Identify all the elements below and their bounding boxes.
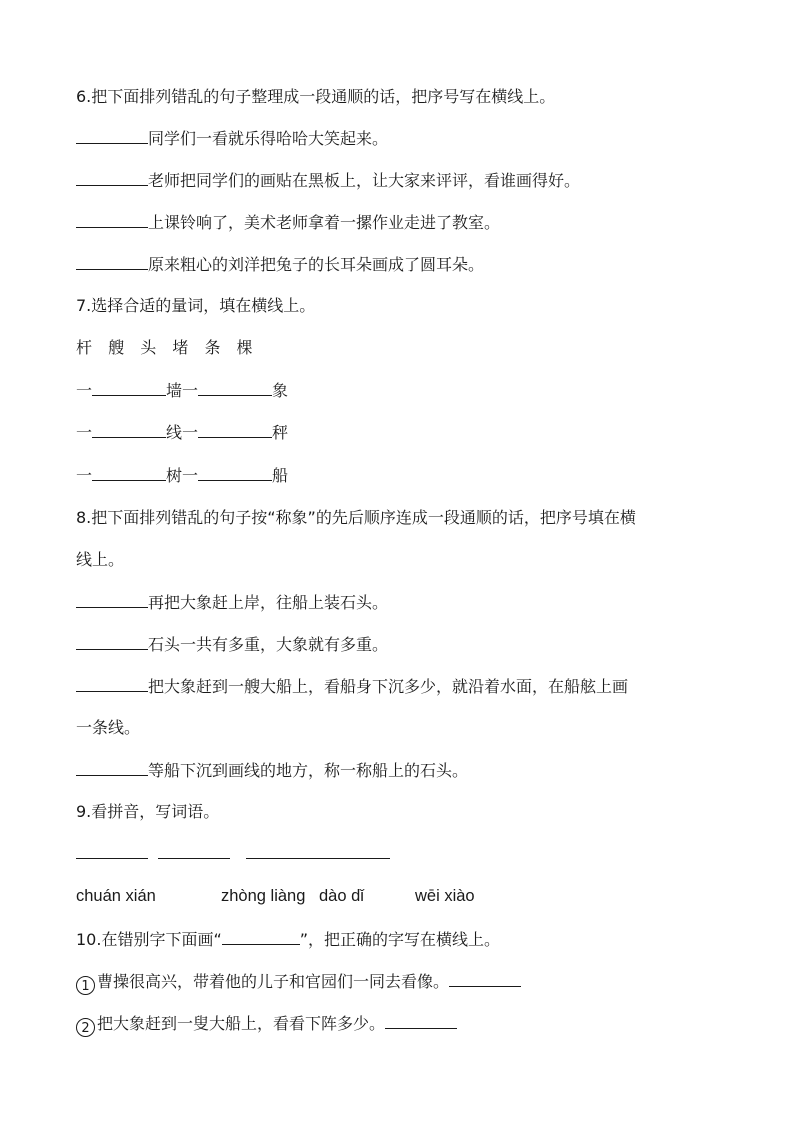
q6-item-3: 上课铃响了，美术老师拿着一摞作业走进了教室。 — [76, 211, 500, 234]
q6-title: 6.把下面排列错乱的句子整理成一段通顺的话，把序号写在横线上。 — [76, 87, 556, 106]
answer-blank[interactable] — [158, 842, 230, 859]
q7-row-2: 一 线一 秤 — [76, 423, 289, 442]
answer-blank[interactable] — [76, 253, 148, 270]
word-bank-item: 条 — [204, 338, 221, 357]
answer-blank[interactable] — [76, 169, 148, 186]
pinyin-item: zhòng liàng — [221, 887, 306, 905]
answer-blank[interactable] — [92, 379, 166, 396]
circled-number: 1 — [76, 976, 95, 995]
answer-blank[interactable] — [198, 421, 272, 438]
answer-blank[interactable] — [76, 759, 148, 776]
answer-blank[interactable] — [76, 675, 148, 692]
q10-item-2: 2 把大象赶到一叟大船上，看看下阵多少。 — [76, 1012, 457, 1037]
q7-word-bank — [76, 337, 264, 359]
answer-blank[interactable] — [76, 127, 148, 144]
q10-title: 10.在错别字下面画“ ”，把正确的字写在横线上。 — [76, 930, 501, 949]
q7-title: 7.选择合适的量词，填在横线上。 — [76, 296, 316, 315]
q8-item-3-cont: 一条线。 — [76, 718, 141, 737]
word-bank-item: 棵 — [236, 338, 253, 357]
q7-row-3: 一 树一 船 — [76, 466, 289, 485]
q8-item-4: 等船下沉到画线的地方，称一称船上的石头。 — [76, 759, 468, 782]
q6-item-2: 老师把同学们的画贴在黑板上，让大家来评评，看谁画得好。 — [76, 169, 580, 192]
q8-item-2: 石头一共有多重，大象就有多重。 — [76, 633, 388, 656]
word-bank-item: 头 — [140, 338, 157, 357]
q7-row-1: 一 墙一 象 — [76, 381, 289, 400]
answer-blank[interactable] — [198, 464, 272, 481]
word-bank-item: 杆 — [76, 338, 93, 357]
q9-answer-lines — [76, 842, 390, 865]
answer-blank[interactable] — [449, 970, 521, 987]
q8-title: 8.把下面排列错乱的句子按“称象”的先后顺序连成一段通顺的话，把序号填在横 — [76, 508, 636, 527]
answer-blank[interactable] — [198, 379, 272, 396]
circled-number: 2 — [76, 1018, 95, 1037]
q9-pinyin-row — [76, 885, 475, 907]
answer-blank[interactable] — [76, 211, 148, 228]
q8-title-cont: 线上。 — [76, 550, 125, 569]
q10-item-1: 1 曹操很高兴，带着他的儿子和官园们一同去看像。 — [76, 970, 521, 995]
word-bank-item: 堵 — [172, 338, 189, 357]
pinyin-item: dào dǐ — [319, 887, 364, 905]
q9-title: 9.看拼音，写词语。 — [76, 802, 220, 821]
answer-blank[interactable] — [76, 842, 148, 859]
answer-blank[interactable] — [318, 842, 390, 859]
underline-sample — [222, 928, 300, 945]
answer-blank[interactable] — [385, 1012, 457, 1029]
pinyin-item: chuán xián — [76, 887, 156, 905]
answer-blank[interactable] — [76, 591, 148, 608]
pinyin-item: wēi xiào — [415, 887, 475, 905]
answer-blank[interactable] — [76, 633, 148, 650]
q6-item-4: 原来粗心的刘洋把兔子的长耳朵画成了圆耳朵。 — [76, 253, 484, 276]
answer-blank[interactable] — [92, 464, 166, 481]
q8-item-3: 把大象赶到一艘大船上，看船身下沉多少，就沿着水面，在船舷上画 — [76, 675, 628, 698]
word-bank-item: 艘 — [108, 338, 125, 357]
answer-blank[interactable] — [92, 421, 166, 438]
q8-item-1: 再把大象赶上岸，往船上装石头。 — [76, 591, 388, 614]
answer-blank[interactable] — [246, 842, 318, 859]
q6-item-1: 同学们一看就乐得哈哈大笑起来。 — [76, 127, 388, 150]
